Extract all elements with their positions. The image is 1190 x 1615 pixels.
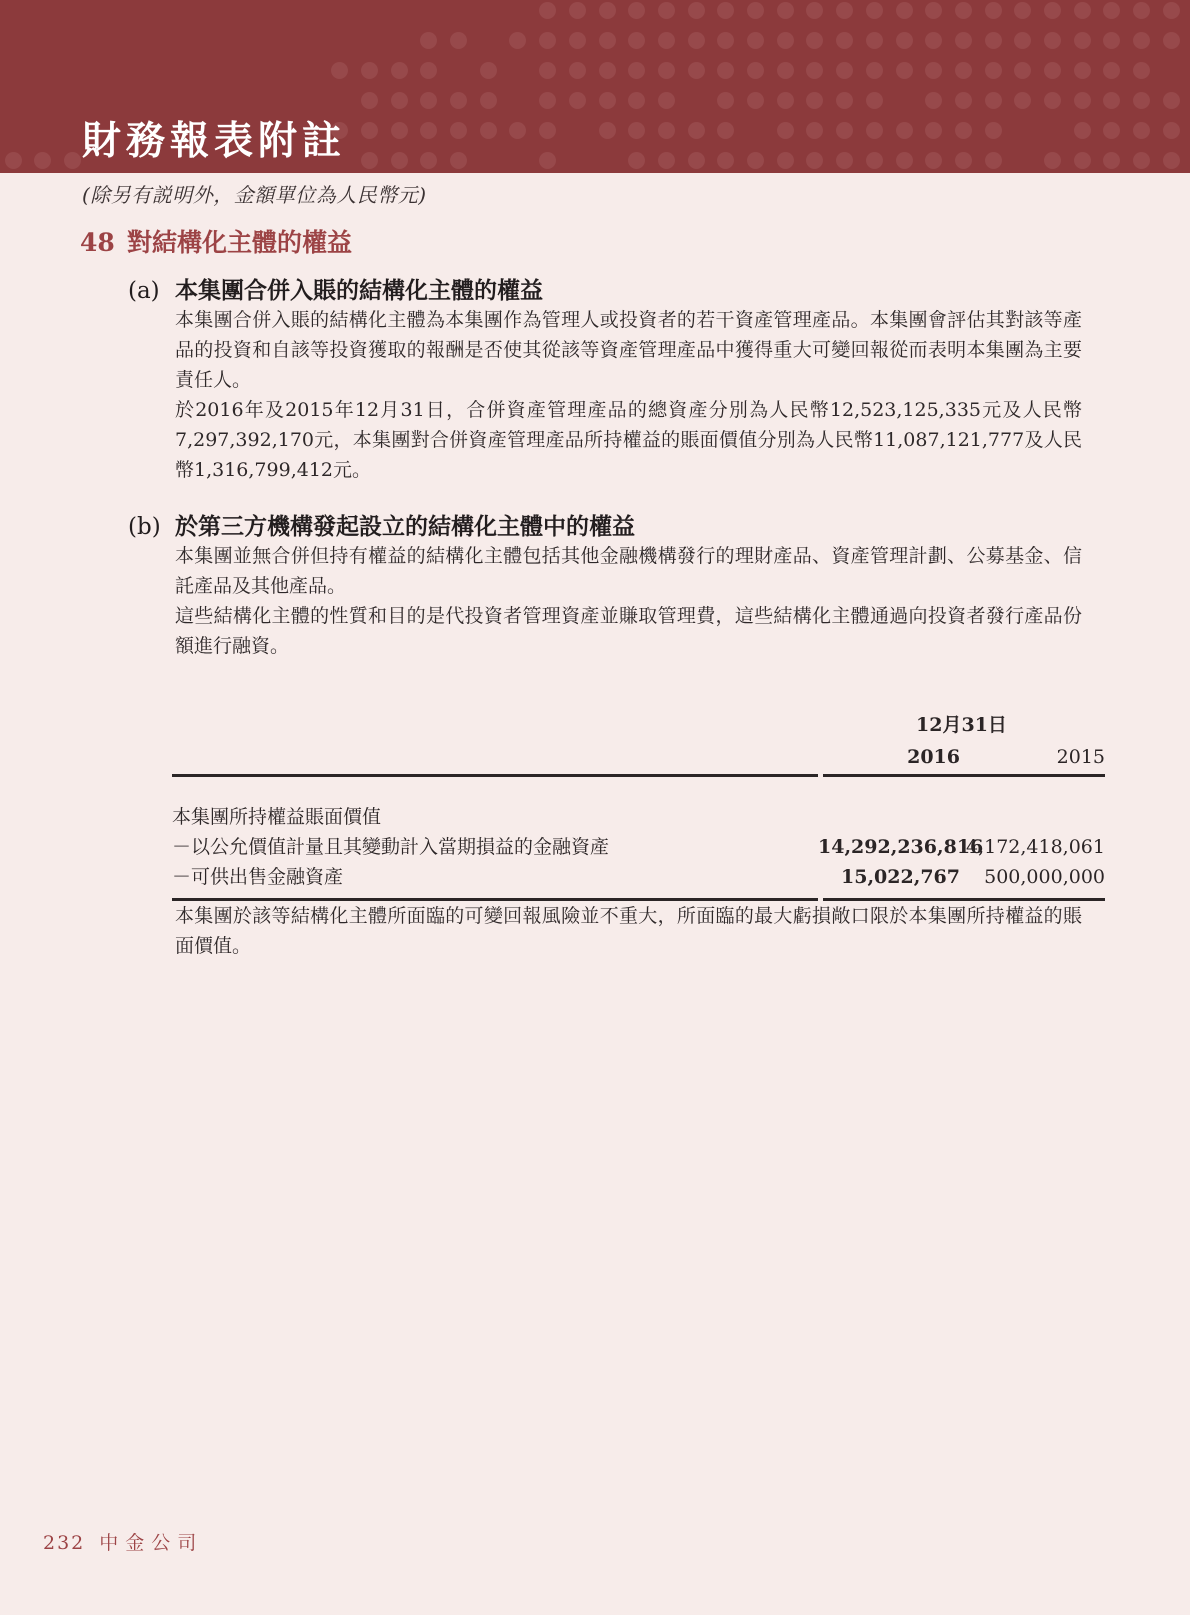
paragraph: 本集團於該等結構化主體所面臨的可變回報風險並不重大，所面臨的最大虧損敞口限於本集團所持權益的賬面價值。 <box>175 905 1082 957</box>
decorative-dot <box>925 92 942 109</box>
decorative-dot <box>539 122 556 139</box>
decorative-dot <box>34 152 51 169</box>
decorative-dot <box>361 152 378 169</box>
decorative-dot <box>64 152 81 169</box>
decorative-dot <box>658 2 675 19</box>
decorative-dot <box>361 92 378 109</box>
decorative-dot <box>658 152 675 169</box>
decorative-dot <box>866 152 883 169</box>
decorative-dot <box>509 122 526 139</box>
decorative-dot <box>420 32 437 49</box>
decorative-dot <box>747 92 764 109</box>
decorative-dot <box>688 152 705 169</box>
decorative-dot <box>896 122 913 139</box>
decorative-dot <box>5 152 22 169</box>
decorative-dot <box>420 92 437 109</box>
table-body <box>172 777 1105 898</box>
decorative-dot <box>836 122 853 139</box>
decorative-dot <box>985 152 1002 169</box>
decorative-dot <box>1133 92 1150 109</box>
row-value-2015: 500,000,000 <box>984 866 1105 888</box>
decorative-dot <box>1133 152 1150 169</box>
decorative-dot <box>688 122 705 139</box>
decorative-dot <box>1163 122 1180 139</box>
paragraph: 這些結構化主體的性質和目的是代投資者管理資產並賺取管理費，這些結構化主體通過向投資者發行產品份額進行融資。 <box>175 605 1082 657</box>
decorative-dot <box>1044 152 1061 169</box>
decorative-dot <box>806 2 823 19</box>
row-value-2016: 15,022,767 <box>841 866 960 888</box>
column-header-2015: 2015 <box>1056 746 1105 768</box>
decorative-dot <box>717 152 734 169</box>
decorative-dot <box>985 62 1002 79</box>
table-group-label: 本集團所持權益賬面價值 <box>172 806 382 828</box>
decorative-dot <box>717 92 734 109</box>
decorative-dot <box>1103 122 1120 139</box>
table-row <box>172 832 1105 862</box>
decorative-dot <box>985 2 1002 19</box>
decorative-dot <box>1163 152 1180 169</box>
decorative-dot <box>569 92 586 109</box>
decorative-dot <box>450 92 467 109</box>
decorative-dot <box>1133 32 1150 49</box>
decorative-dot <box>361 122 378 139</box>
decorative-dot <box>955 122 972 139</box>
decorative-dot <box>777 122 794 139</box>
decorative-dot <box>866 32 883 49</box>
decorative-dot <box>1074 32 1091 49</box>
decorative-dot <box>806 32 823 49</box>
decorative-dot <box>925 152 942 169</box>
interests-table <box>172 711 1105 901</box>
decorative-dot <box>569 62 586 79</box>
decorative-dot <box>450 122 467 139</box>
decorative-dot <box>658 122 675 139</box>
decorative-dot <box>628 32 645 49</box>
decorative-dot <box>777 2 794 19</box>
decorative-dot <box>925 122 942 139</box>
decorative-dot <box>1133 2 1150 19</box>
decorative-dot <box>569 2 586 19</box>
decorative-dot <box>896 2 913 19</box>
decorative-dot <box>1014 32 1031 49</box>
decorative-dot <box>896 32 913 49</box>
page-footer <box>43 1528 203 1555</box>
section-number: 48 <box>80 228 115 257</box>
decorative-dot <box>628 2 645 19</box>
decorative-dot <box>1103 32 1120 49</box>
decorative-dot <box>688 2 705 19</box>
decorative-dot <box>1133 62 1150 79</box>
row-label: －以公允價值計量且其變動計入當期損益的金融資產 <box>172 836 610 858</box>
subsection-a-label: (a) <box>128 278 160 304</box>
paragraph: 本集團合併入賬的結構化主體為本集團作為管理人或投資者的若干資產管理產品。本集團會評估其對該等產品的投資和自該等投資獲取的報酬是否使其從該等資產管理產品中獲得重大可變回報從而表明本集團為主要責任人。 <box>175 309 1082 391</box>
decorative-dot <box>628 152 645 169</box>
decorative-dot <box>1074 152 1091 169</box>
decorative-dot <box>896 62 913 79</box>
rule-segment <box>172 774 818 777</box>
decorative-dot <box>896 152 913 169</box>
decorative-dot <box>480 122 497 139</box>
decorative-dot <box>777 92 794 109</box>
decorative-dot <box>1163 32 1180 49</box>
decorative-dot <box>747 62 764 79</box>
decorative-dot <box>836 32 853 49</box>
decorative-dot <box>806 122 823 139</box>
decorative-dot <box>539 62 556 79</box>
decorative-dot <box>806 152 823 169</box>
decorative-dot <box>717 32 734 49</box>
decorative-dot <box>1074 122 1091 139</box>
decorative-dot <box>331 62 348 79</box>
decorative-dot <box>628 62 645 79</box>
section-48-heading <box>80 228 1190 258</box>
decorative-dot <box>955 152 972 169</box>
decorative-dot <box>866 62 883 79</box>
decorative-dot <box>806 92 823 109</box>
decorative-dot <box>955 2 972 19</box>
paragraph: 於2016年及2015年12月31日，合併資產管理產品的總資產分別為人民幣12,523,125,335元及人民幣7,297,392,170元，本集團對合併資產管理產品所持權益的賬面價值分別為人民幣11,087,121,777及人民幣1,316,799,412元。 <box>175 399 1082 481</box>
subsection-a-heading <box>0 277 1190 305</box>
decorative-dot <box>599 2 616 19</box>
decorative-dot <box>1133 122 1150 139</box>
decorative-dot <box>480 62 497 79</box>
decorative-dot <box>450 32 467 49</box>
table-date-header: 12月31日 <box>916 714 1007 736</box>
company-name: 中金公司 <box>99 1532 204 1554</box>
decorative-dot <box>836 62 853 79</box>
decorative-dot <box>925 32 942 49</box>
page-number: 232 <box>43 1532 86 1554</box>
row-value-2015: 4,172,418,061 <box>965 836 1105 858</box>
decorative-dot <box>1044 62 1061 79</box>
decorative-dot <box>658 62 675 79</box>
decorative-dot <box>866 2 883 19</box>
decorative-dot <box>836 92 853 109</box>
decorative-dot <box>1163 2 1180 19</box>
decorative-dot <box>1103 92 1120 109</box>
decorative-dot <box>539 92 556 109</box>
decorative-dot <box>955 32 972 49</box>
decorative-dot <box>1014 92 1031 109</box>
page-title: 財務報表附註 <box>82 118 347 164</box>
decorative-dot <box>717 122 734 139</box>
decorative-dot <box>599 122 616 139</box>
decorative-dot <box>836 2 853 19</box>
decorative-dot <box>777 152 794 169</box>
decorative-dot <box>450 152 467 169</box>
column-header-2016: 2016 <box>907 746 960 768</box>
subsection-b-label: (b) <box>128 514 161 540</box>
subsection-a-content <box>175 305 1082 485</box>
decorative-dot <box>509 32 526 49</box>
decorative-dot <box>1044 2 1061 19</box>
row-label: －可供出售金融資產 <box>172 866 344 888</box>
decorative-dot <box>1014 2 1031 19</box>
decorative-dot <box>628 122 645 139</box>
page-header-banner <box>0 0 1190 173</box>
decorative-dot <box>599 32 616 49</box>
decorative-dot <box>628 92 645 109</box>
table-row <box>172 862 1105 892</box>
subsection-b-heading <box>0 513 1190 541</box>
decorative-dot <box>1074 2 1091 19</box>
decorative-dot <box>1103 152 1120 169</box>
decorative-dot <box>1103 2 1120 19</box>
decorative-dot <box>539 152 556 169</box>
decorative-dot <box>391 92 408 109</box>
decorative-dot <box>747 2 764 19</box>
decorative-dot <box>985 92 1002 109</box>
row-value-2016: 14,292,236,816 <box>818 836 984 858</box>
decorative-dot <box>1074 62 1091 79</box>
decorative-dot <box>925 62 942 79</box>
decorative-dot <box>688 62 705 79</box>
decorative-dot <box>985 122 1002 139</box>
decorative-dot <box>777 62 794 79</box>
closing-content <box>175 901 1082 961</box>
decorative-dot <box>836 152 853 169</box>
decorative-dot <box>539 2 556 19</box>
decorative-dot <box>1044 92 1061 109</box>
decorative-dot <box>599 62 616 79</box>
decorative-dot <box>539 32 556 49</box>
decorative-dot <box>569 32 586 49</box>
decorative-dot <box>1163 92 1180 109</box>
decorative-dot <box>717 62 734 79</box>
decorative-dot <box>985 32 1002 49</box>
decorative-dot <box>1014 62 1031 79</box>
decorative-dot <box>1044 32 1061 49</box>
decorative-dot <box>866 92 883 109</box>
decorative-dot <box>925 2 942 19</box>
decorative-dot <box>1103 62 1120 79</box>
decorative-dot <box>866 122 883 139</box>
rule-segment <box>823 774 1105 777</box>
decorative-dot <box>391 152 408 169</box>
subsection-b-content <box>175 541 1082 661</box>
subsection-a-title: 本集團合併入賬的結構化主體的權益 <box>175 277 543 304</box>
decorative-dot <box>599 92 616 109</box>
decorative-dot <box>717 2 734 19</box>
paragraph: 本集團並無合併但持有權益的結構化主體包括其他金融機構發行的理財產品、資產管理計劃、公募基金、信託產品及其他產品。 <box>175 545 1082 597</box>
decorative-dot <box>806 62 823 79</box>
subsection-b-title: 於第三方機構發起設立的結構化主體中的權益 <box>175 513 635 540</box>
section-title: 對結構化主體的權益 <box>127 228 353 257</box>
decorative-dot <box>955 92 972 109</box>
decorative-dot <box>658 32 675 49</box>
decorative-dot <box>777 32 794 49</box>
decorative-dot <box>361 62 378 79</box>
decorative-dot <box>955 62 972 79</box>
decorative-dot <box>747 152 764 169</box>
decorative-dot <box>420 122 437 139</box>
decorative-dot <box>480 92 497 109</box>
decorative-dot <box>420 152 437 169</box>
decorative-dot <box>391 122 408 139</box>
table-top-rule <box>172 774 1105 777</box>
decorative-dot <box>420 62 437 79</box>
decorative-dot <box>391 62 408 79</box>
decorative-dot <box>658 92 675 109</box>
decorative-dot <box>688 32 705 49</box>
decorative-dot <box>1074 92 1091 109</box>
currency-note: (除另有説明外，金額單位為人民幣元) <box>82 183 427 207</box>
decorative-dot <box>747 32 764 49</box>
table-year-headers <box>818 744 1105 774</box>
